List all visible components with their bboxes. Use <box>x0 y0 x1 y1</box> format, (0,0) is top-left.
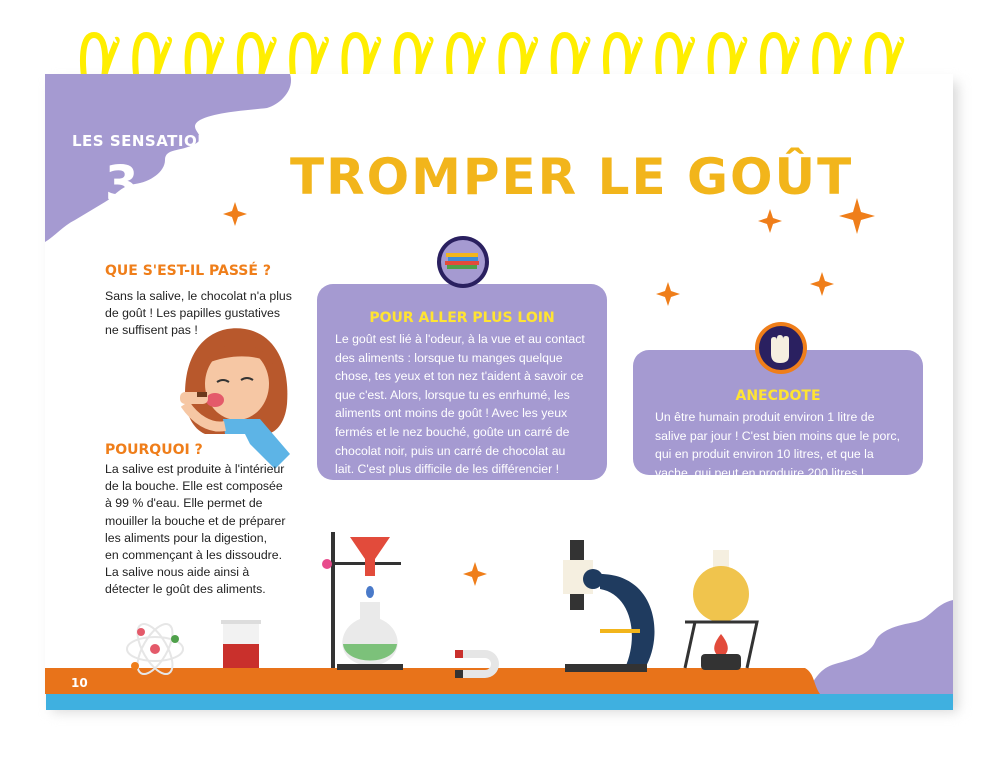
notebook-page <box>45 74 953 694</box>
star-icon <box>758 209 782 233</box>
star-icon <box>463 562 487 586</box>
purple-cloud-bottom-right <box>805 600 953 694</box>
section-heading-what-happened: QUE S'EST-IL PASSÉ ? <box>105 263 271 279</box>
chapter-number: 3 <box>105 156 139 212</box>
further-box-title: POUR ALLER PLUS LOIN <box>369 310 555 326</box>
books-icon <box>435 234 491 290</box>
star-icon <box>656 282 680 306</box>
magnet-illustration <box>455 650 499 678</box>
star-icon <box>223 202 247 226</box>
beaker-illustration <box>221 620 261 668</box>
further-box <box>317 284 607 480</box>
section-heading-why: POURQUOI ? <box>105 442 203 458</box>
what-happened-text: Sans la salive, le chocolat n'a plus de goût ! Les papilles gustatives ne suffisent pas ! <box>105 289 292 338</box>
further-box-text: Le goût est lié à l'odeur, à la vue et au contact des aliments : lorsque tu manges quelque chose, tes yeux et ton nez t'aident à savoir ce que c'est. Alors, lorsque tu es enrhumé, les aliments ont moins de goût ! Avec les yeux fermés et le nez bouché, goûte un carré de chocolat noir, puis un carré de chocolat au lait. C'est plus difficile de les différencier ! <box>335 332 585 477</box>
anecdote-box-text: Un être humain produit environ 1 litre de salive par jour ! C'est bien moins que le porc, qui en produit environ 10 litres, et que la vache, qui peut en produire 200 litres ! <box>655 410 900 480</box>
chapter-label: LES SENSATIONS <box>72 132 222 150</box>
why-text: La salive est produite à l'intérieur de la bouche. Elle est composée à 99 % d'eau. Elle permet de mouiller la bouche et de préparer les aliments pour la digestion, en commençant à les dissoudre. La salive nous aide ainsi à détecter le goût des aliments. <box>105 462 286 597</box>
lab-stand-illustration <box>322 532 403 670</box>
page-number: 10 <box>71 676 88 690</box>
star-icon <box>810 272 834 296</box>
anecdote-box-title: ANECDOTE <box>735 388 821 404</box>
hand-icon <box>753 320 809 376</box>
purple-cloud-top-left <box>45 74 291 242</box>
flask-burner-illustration <box>685 550 757 670</box>
microscope-illustration <box>563 540 655 672</box>
page-title: TROMPER LE GOÛT <box>290 148 854 206</box>
